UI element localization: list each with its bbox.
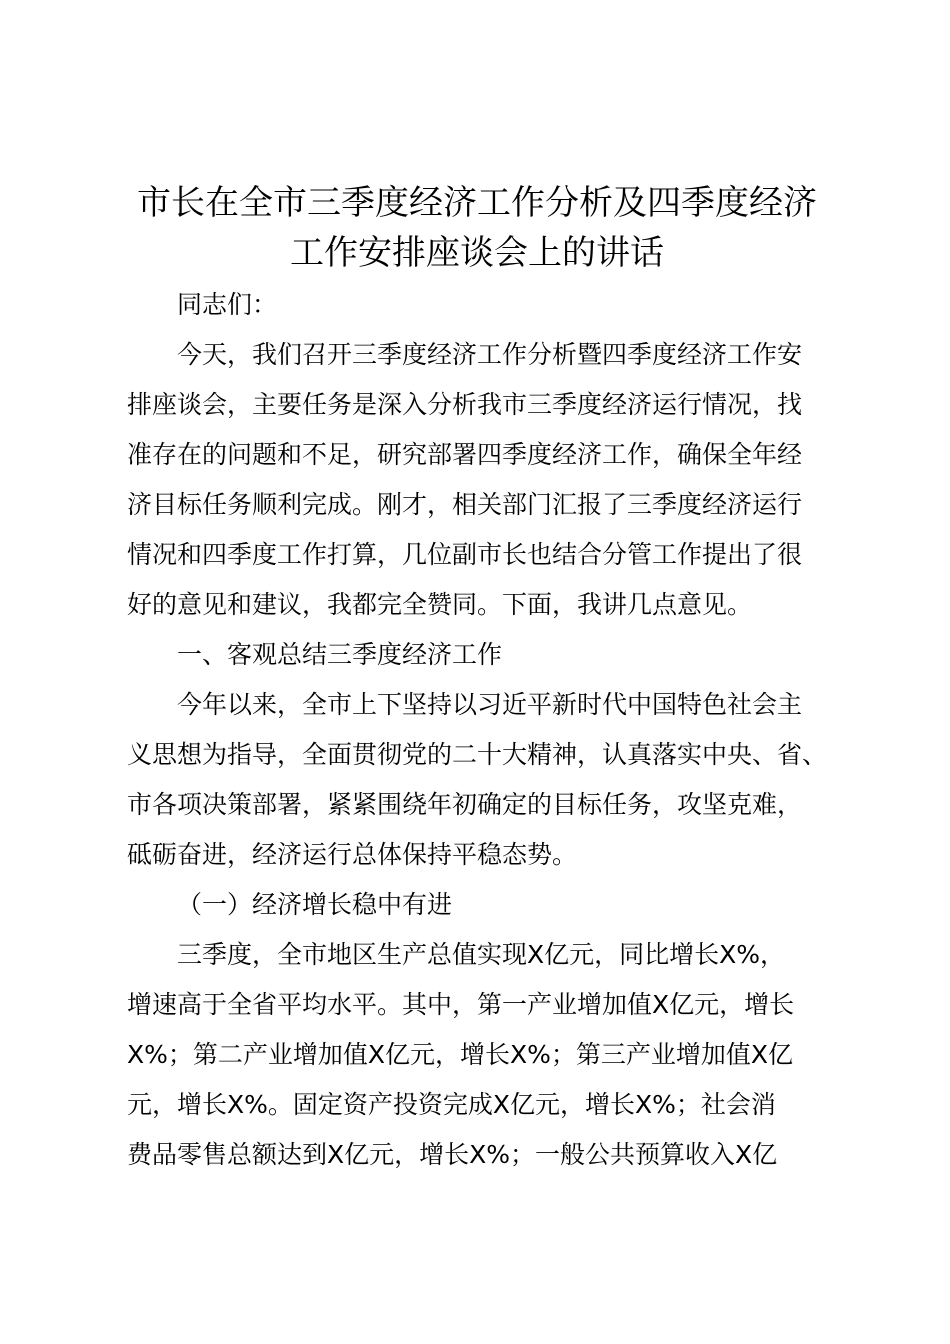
- paragraph-line: 义思想为指导，全面贯彻党的二十大精神，认真落实中央、省、: [127, 740, 828, 769]
- paragraph-line: 今年以来，全市上下坚持以习近平新时代中国特色社会主: [177, 690, 803, 719]
- title-line-2: 工作安排座谈会上的讲话: [290, 233, 664, 273]
- title-line-1: 市长在全市三季度经济工作分析及四季度经济: [137, 183, 817, 223]
- paragraph-line: 情况和四季度工作打算，几位副市长也结合分管工作提出了很: [127, 540, 803, 569]
- paragraph-line: 市各项决策部署，紧紧围绕年初确定的目标任务，攻坚克难，: [127, 790, 803, 819]
- paragraph-line: 准存在的问题和不足，研究部署四季度经济工作，确保全年经: [127, 440, 803, 469]
- document-body: [127, 280, 827, 1180]
- paragraph-line: 排座谈会，主要任务是深入分析我市三季度经济运行情况，找: [127, 390, 803, 419]
- paragraph-line: 三季度，全市地区生产总值实现X亿元，同比增长X%，: [177, 940, 786, 969]
- paragraph-line: 砥砺奋进，经济运行总体保持平稳态势。: [127, 840, 578, 869]
- paragraph-line: 费品零售总额达到X亿元，增长X%；一般公共预算收入X亿: [127, 1140, 778, 1169]
- paragraph-line: 元，增长X%。固定资产投资完成X亿元，增长X%；社会消: [127, 1090, 776, 1119]
- paragraph-line: X%；第二产业增加值X亿元，增长X%；第三产业增加值X亿: [127, 1040, 794, 1069]
- section-heading: 一、客观总结三季度经济工作: [177, 640, 503, 669]
- document-title: [127, 178, 827, 278]
- salutation: 同志们：: [177, 290, 278, 319]
- paragraph-line: 好的意见和建议，我都完全赞同。下面，我讲几点意见。: [127, 590, 753, 619]
- subsection-heading: （一）经济增长稳中有进: [177, 890, 453, 919]
- paragraph-line: 增速高于全省平均水平。其中，第一产业增加值X亿元，增长: [127, 990, 795, 1019]
- paragraph-line: 济目标任务顺利完成。刚才，相关部门汇报了三季度经济运行: [127, 490, 803, 519]
- paragraph-line: 今天，我们召开三季度经济工作分析暨四季度经济工作安: [177, 340, 803, 369]
- document-page: [127, 0, 827, 1344]
